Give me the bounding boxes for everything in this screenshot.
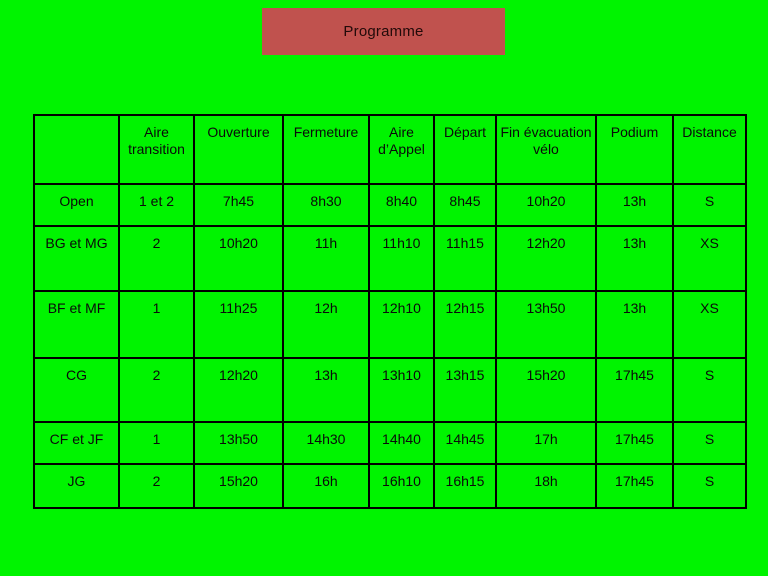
row-label-cell: CF et JF <box>34 422 119 464</box>
table-row-bg-mg <box>34 226 746 291</box>
data-cell: 12h10 <box>369 291 434 358</box>
data-cell: S <box>673 422 746 464</box>
data-cell: 7h45 <box>194 184 283 226</box>
data-cell: 18h <box>496 464 596 508</box>
data-cell: 17h <box>496 422 596 464</box>
data-cell: 13h <box>596 226 673 291</box>
header-cell-aire-appel: Aire d’Appel <box>369 115 434 184</box>
data-cell: 10h20 <box>496 184 596 226</box>
data-cell: 12h <box>283 291 369 358</box>
row-label-cell: JG <box>34 464 119 508</box>
table-row-cg <box>34 358 746 422</box>
data-cell: XS <box>673 226 746 291</box>
data-cell: 16h15 <box>434 464 496 508</box>
data-cell: 13h <box>596 291 673 358</box>
data-cell: 14h45 <box>434 422 496 464</box>
header-cell-fermeture: Fermeture <box>283 115 369 184</box>
header-cell-podium: Podium <box>596 115 673 184</box>
row-label-cell: CG <box>34 358 119 422</box>
data-cell: 11h25 <box>194 291 283 358</box>
data-cell: S <box>673 184 746 226</box>
table-row-open <box>34 184 746 226</box>
data-cell: 12h15 <box>434 291 496 358</box>
data-cell: 13h <box>596 184 673 226</box>
data-cell: 12h20 <box>194 358 283 422</box>
data-cell: 15h20 <box>194 464 283 508</box>
header-cell-ouverture: Ouverture <box>194 115 283 184</box>
data-cell: 1 et 2 <box>119 184 194 226</box>
data-cell: 11h <box>283 226 369 291</box>
data-cell: S <box>673 464 746 508</box>
data-cell: 13h10 <box>369 358 434 422</box>
table-row-jg <box>34 464 746 508</box>
row-label-cell: Open <box>34 184 119 226</box>
data-cell: XS <box>673 291 746 358</box>
data-cell: 11h10 <box>369 226 434 291</box>
data-cell: 13h <box>283 358 369 422</box>
data-cell: 17h45 <box>596 464 673 508</box>
data-cell: 16h <box>283 464 369 508</box>
header-cell-aire-transition: Aire transition <box>119 115 194 184</box>
data-cell: 2 <box>119 464 194 508</box>
table-row-bf-mf <box>34 291 746 358</box>
data-cell: 17h45 <box>596 358 673 422</box>
header-cell-fin-evacuation: Fin évacuation vélo <box>496 115 596 184</box>
data-cell: 16h10 <box>369 464 434 508</box>
header-cell-depart: Départ <box>434 115 496 184</box>
data-cell: 1 <box>119 291 194 358</box>
programme-table <box>33 114 747 509</box>
header-cell-empty <box>34 115 119 184</box>
row-label-cell: BF et MF <box>34 291 119 358</box>
slide-title-box <box>262 8 505 55</box>
data-cell: S <box>673 358 746 422</box>
data-cell: 14h30 <box>283 422 369 464</box>
data-cell: 10h20 <box>194 226 283 291</box>
data-cell: 17h45 <box>596 422 673 464</box>
table-header-row <box>34 115 746 184</box>
data-cell: 13h15 <box>434 358 496 422</box>
data-cell: 2 <box>119 358 194 422</box>
data-cell: 15h20 <box>496 358 596 422</box>
data-cell: 14h40 <box>369 422 434 464</box>
header-cell-distance: Distance <box>673 115 746 184</box>
data-cell: 13h50 <box>496 291 596 358</box>
data-cell: 8h30 <box>283 184 369 226</box>
data-cell: 2 <box>119 226 194 291</box>
data-cell: 11h15 <box>434 226 496 291</box>
data-cell: 12h20 <box>496 226 596 291</box>
slide-title: Programme <box>343 23 424 40</box>
row-label-cell: BG et MG <box>34 226 119 291</box>
table-row-cf-jf <box>34 422 746 464</box>
data-cell: 8h40 <box>369 184 434 226</box>
data-cell: 1 <box>119 422 194 464</box>
data-cell: 13h50 <box>194 422 283 464</box>
data-cell: 8h45 <box>434 184 496 226</box>
